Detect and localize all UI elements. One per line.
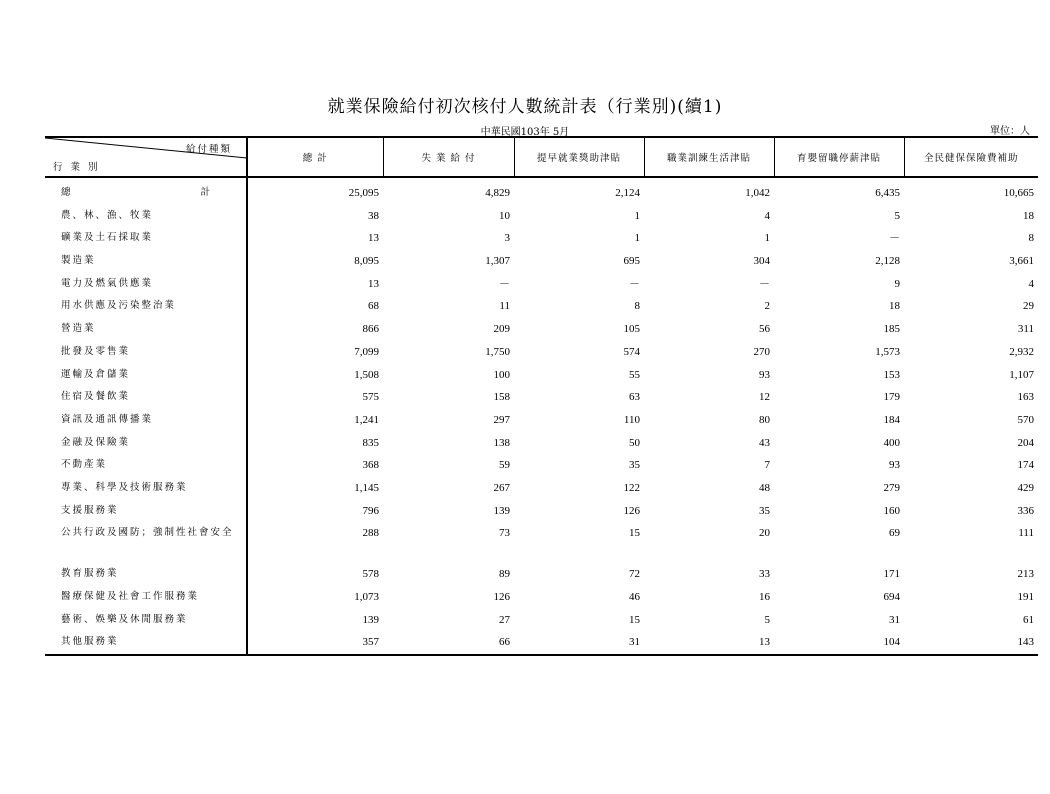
cell-training: 304	[753, 255, 770, 268]
table-row	[45, 205, 1038, 228]
cell-health: 204	[1017, 436, 1034, 449]
cell-total: 1,145	[354, 481, 379, 494]
industry-label: 農、林、漁、牧業	[45, 205, 247, 228]
industry-label: 專業、科學及技術服務業	[45, 477, 247, 500]
cell-early: 1	[634, 209, 640, 222]
cell-health: 1,107	[1009, 368, 1034, 381]
cell-total: 575	[362, 391, 379, 404]
industry-label: 用水供應及污染整治業	[45, 295, 247, 318]
cell-parental: 179	[883, 391, 900, 404]
cell-parental: 2,128	[875, 255, 900, 268]
cell-training: 16	[759, 591, 770, 603]
cell-parental: 160	[883, 504, 900, 517]
column-header-early-employment: 提早就業獎助津貼	[514, 137, 644, 177]
table-row	[45, 341, 1038, 364]
industry-label: 藝術、娛樂及休閒服務業	[45, 609, 247, 632]
unit-label: 單位：人	[990, 126, 1030, 137]
cell-early: 105	[623, 323, 640, 336]
table-row	[45, 454, 1038, 477]
cell-parental: 1,573	[875, 345, 900, 358]
table-row	[45, 250, 1038, 273]
report-period: 中華民國103年 5月	[480, 127, 570, 138]
cell-unemp: 100	[493, 368, 510, 381]
cell-early: 63	[629, 391, 640, 404]
table-row	[45, 318, 1038, 341]
column-header-training: 職業訓練生活津貼	[644, 137, 774, 177]
cell-early: 50	[629, 436, 640, 449]
cell-early: 110	[623, 413, 640, 426]
cell-early: 1	[634, 232, 640, 245]
cell-parental: 694	[883, 591, 900, 603]
cell-health: 10,665	[1003, 187, 1034, 199]
cell-total: 796	[362, 504, 379, 517]
table-row	[45, 522, 1038, 563]
industry-label: 批發及零售業	[45, 341, 247, 364]
cell-health: 18	[1023, 209, 1034, 222]
cell-parental: 104	[774, 631, 904, 655]
table-body	[45, 177, 1038, 655]
cell-total: 835	[362, 436, 379, 449]
cell-training: 13	[644, 631, 774, 655]
cell-total: 8,095	[354, 255, 379, 268]
cell-training: 7	[764, 459, 770, 472]
cell-unemp: 126	[493, 591, 510, 603]
column-header-total: 總 計	[247, 137, 383, 177]
cell-early: 55	[629, 368, 640, 381]
cell-total: 13	[368, 277, 379, 290]
cell-total: 1,241	[354, 413, 379, 426]
cell-health: 111	[1018, 527, 1034, 540]
cell-training: 43	[759, 436, 770, 449]
cell-training: 1	[764, 232, 770, 245]
cell-health: 163	[1017, 391, 1034, 404]
cell-health: 174	[1017, 459, 1034, 472]
cell-unemp: 11	[499, 300, 510, 313]
cell-training: 20	[759, 527, 770, 540]
corner-header-top: 給付種類	[185, 144, 232, 155]
table-row	[45, 631, 1038, 655]
cell-unemp: 59	[499, 459, 510, 472]
cell-parental: 153	[883, 368, 900, 381]
cell-health: 191	[1017, 591, 1034, 603]
table-row	[45, 586, 1038, 609]
cell-early: 15	[629, 527, 640, 540]
cell-training: 35	[759, 504, 770, 517]
corner-header-bottom: 行業別	[53, 162, 106, 173]
table-row	[45, 227, 1038, 250]
cell-total: 13	[368, 232, 379, 245]
table-row	[45, 409, 1038, 432]
cell-parental: 185	[883, 323, 900, 336]
cell-unemp: 66	[383, 631, 514, 655]
cell-unemp: 10	[499, 209, 510, 222]
industry-label	[45, 177, 247, 205]
cell-total: 38	[368, 209, 379, 222]
cell-total: 68	[368, 300, 379, 313]
column-header-health-insurance: 全民健保保險費補助	[904, 137, 1038, 177]
cell-unemp: 1,750	[485, 345, 510, 358]
cell-total: 7,099	[354, 345, 379, 358]
cell-training: 80	[759, 413, 770, 426]
cell-parental: －	[889, 232, 900, 245]
cell-unemp: 158	[493, 391, 510, 404]
cell-unemp: 4,829	[485, 187, 510, 199]
cell-health: 4	[1028, 277, 1034, 290]
industry-label: 公共行政及國防；強制性社會安全	[45, 522, 247, 563]
cell-health: 311	[1017, 323, 1034, 336]
cell-early: 72	[629, 568, 640, 581]
cell-health: 8	[1028, 232, 1034, 245]
cell-unemp: 27	[499, 613, 510, 626]
table-row	[45, 364, 1038, 387]
cell-unemp: 73	[499, 527, 510, 540]
cell-total: 139	[362, 613, 379, 626]
cell-parental: 18	[889, 300, 900, 313]
cell-health: 2,932	[1009, 345, 1034, 358]
cell-parental: 5	[894, 209, 900, 222]
column-header-parental-leave: 育嬰留職停薪津貼	[774, 137, 904, 177]
cell-total: 368	[362, 459, 379, 472]
cell-parental: 6,435	[875, 187, 900, 199]
table-row	[45, 477, 1038, 500]
cell-parental: 9	[894, 277, 900, 290]
industry-label: 運輸及倉儲業	[45, 364, 247, 387]
industry-label: 教育服務業	[45, 563, 247, 586]
cell-health: 213	[1017, 568, 1034, 581]
total-label: 總 計	[61, 187, 212, 198]
industry-label: 電力及燃氣供應業	[45, 273, 247, 296]
cell-parental: 93	[889, 459, 900, 472]
cell-parental: 279	[883, 481, 900, 494]
industry-label: 支援服務業	[45, 500, 247, 523]
cell-early: 35	[629, 459, 640, 472]
cell-training: －	[759, 277, 770, 290]
cell-training: 93	[759, 368, 770, 381]
industry-label: 營造業	[45, 318, 247, 341]
cell-training: 1,042	[745, 187, 770, 199]
cell-training: 5	[764, 613, 770, 626]
cell-total: 1,508	[354, 368, 379, 381]
cell-training: 33	[759, 568, 770, 581]
cell-unemp: 209	[493, 323, 510, 336]
industry-label: 製造業	[45, 250, 247, 273]
cell-unemp: 138	[493, 436, 510, 449]
cell-unemp: 297	[493, 413, 510, 426]
cell-total: 25,095	[348, 187, 379, 199]
cell-health: 61	[1023, 613, 1034, 626]
cell-total: 866	[362, 323, 379, 336]
cell-parental: 171	[883, 568, 900, 581]
cell-training: 270	[753, 345, 770, 358]
cell-training: 4	[764, 209, 770, 222]
industry-label: 資訊及通訊傳播業	[45, 409, 247, 432]
cell-health: 3,661	[1009, 255, 1034, 268]
statistics-table	[45, 136, 1038, 656]
cell-health: 143	[904, 631, 1038, 655]
cell-early: 8	[634, 300, 640, 313]
page-title: 就業保險給付初次核付人數統計表（行業別)(續1)	[327, 97, 723, 117]
cell-health: 29	[1023, 300, 1034, 313]
cell-unemp: 267	[493, 481, 510, 494]
cell-early: －	[629, 277, 640, 290]
total-row	[45, 177, 1038, 205]
cell-health: 570	[1017, 413, 1034, 426]
cell-parental: 69	[889, 527, 900, 540]
cell-unemp: 89	[499, 568, 510, 581]
industry-label: 礦業及土石採取業	[45, 227, 247, 250]
industry-label: 不動產業	[45, 454, 247, 477]
cell-early: 122	[623, 481, 640, 494]
cell-early: 46	[629, 591, 640, 603]
cell-early: 2,124	[615, 187, 640, 199]
cell-training: 48	[759, 481, 770, 494]
header-row	[45, 137, 1038, 177]
table-row	[45, 386, 1038, 409]
cell-parental: 31	[889, 613, 900, 626]
cell-unemp: 3	[504, 232, 510, 245]
cell-total: 1,073	[354, 591, 379, 603]
industry-label: 醫療保健及社會工作服務業	[45, 586, 247, 609]
corner-header	[45, 137, 247, 177]
column-header-unemployment: 失 業 給 付	[383, 137, 514, 177]
cell-early: 695	[623, 255, 640, 268]
industry-label: 住宿及餐飲業	[45, 386, 247, 409]
table-row	[45, 563, 1038, 586]
cell-training: 56	[759, 323, 770, 336]
cell-unemp: －	[499, 277, 510, 290]
table-row	[45, 273, 1038, 296]
table-row	[45, 500, 1038, 523]
table-row	[45, 432, 1038, 455]
cell-total: 357	[247, 631, 383, 655]
cell-early: 574	[623, 345, 640, 358]
cell-health: 429	[1017, 481, 1034, 494]
table-row	[45, 295, 1038, 318]
cell-early: 126	[623, 504, 640, 517]
industry-label: 金融及保險業	[45, 432, 247, 455]
cell-unemp: 1,307	[485, 255, 510, 268]
cell-parental: 184	[883, 413, 900, 426]
cell-parental: 400	[883, 436, 900, 449]
cell-early: 31	[514, 631, 644, 655]
cell-unemp: 139	[493, 504, 510, 517]
cell-training: 2	[764, 300, 770, 313]
table-row	[45, 609, 1038, 632]
cell-training: 12	[759, 391, 770, 404]
cell-early: 15	[629, 613, 640, 626]
cell-total: 578	[362, 568, 379, 581]
cell-health: 336	[1017, 504, 1034, 517]
cell-total: 288	[362, 527, 379, 540]
industry-label: 其他服務業	[45, 631, 247, 655]
